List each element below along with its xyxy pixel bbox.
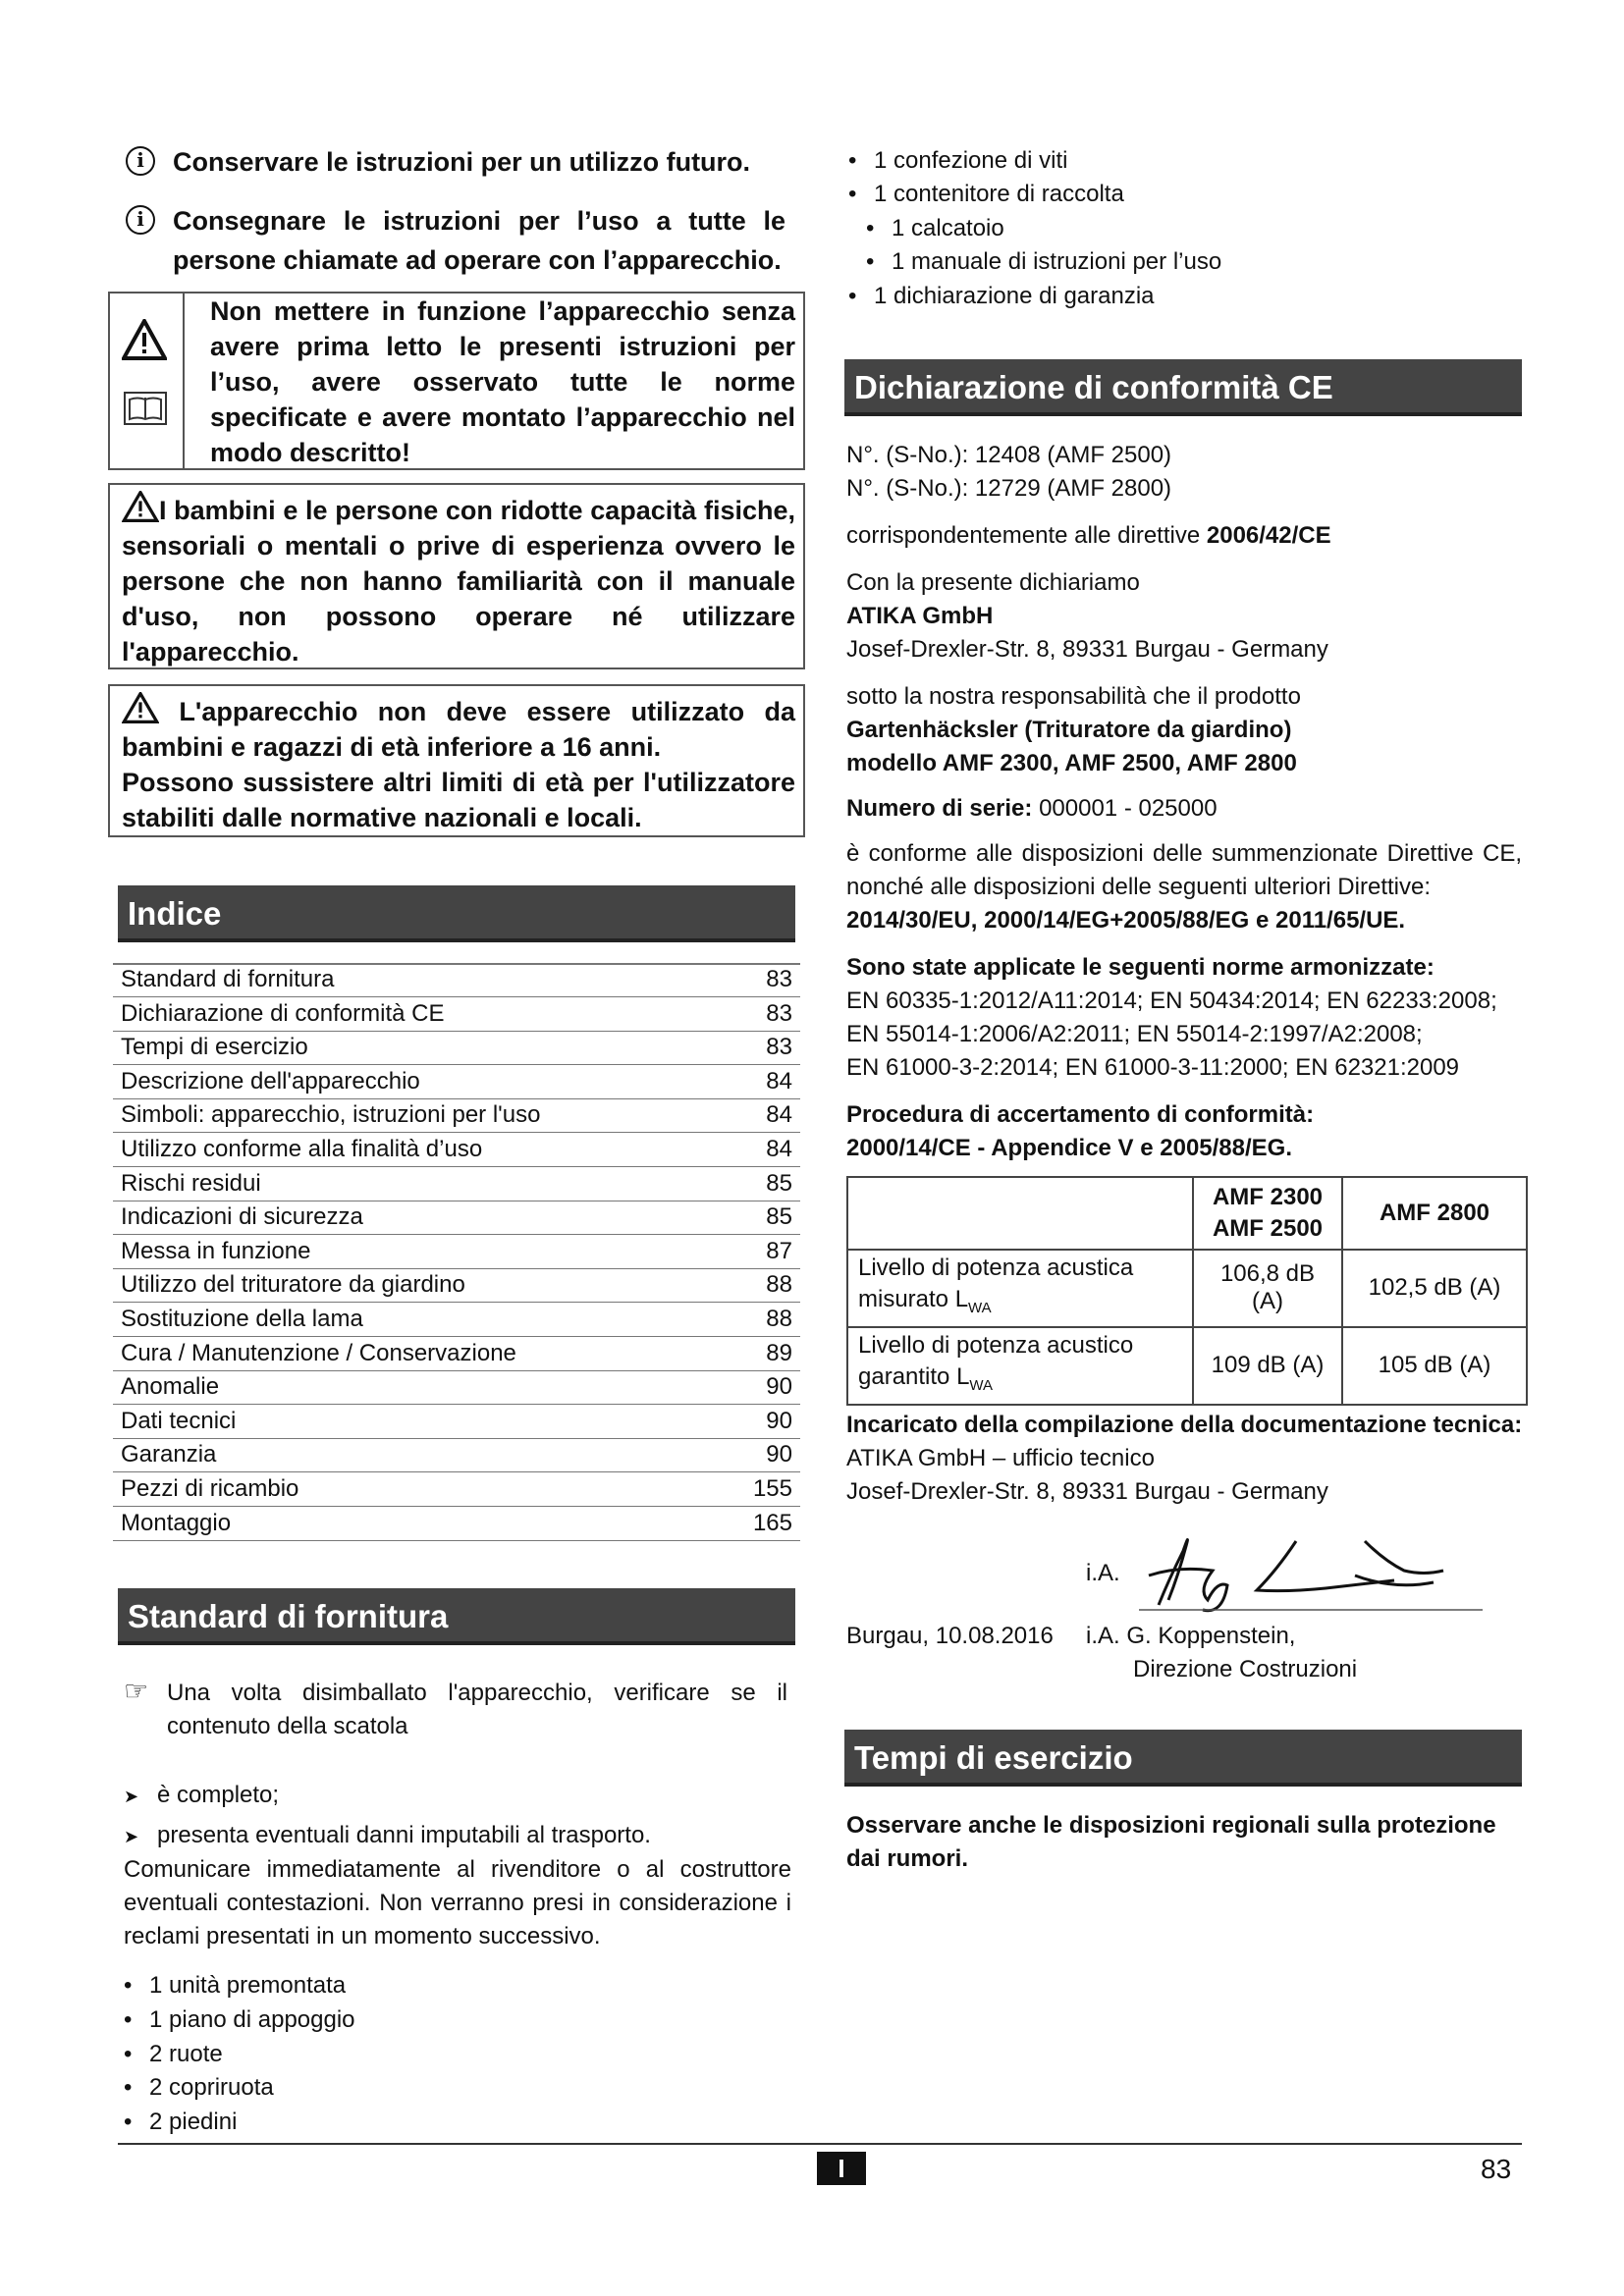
info-note-1 xyxy=(126,142,785,182)
list-item: ➤ presenta eventuali danni imputabili al trasporto. xyxy=(124,1822,651,1848)
toc-entry-label: Utilizzo del trituratore da giardino xyxy=(121,1271,465,1299)
toc-entry-label: Messa in funzione xyxy=(121,1237,311,1264)
toc-entry-page: 90 xyxy=(766,1373,792,1401)
list-item: • 1 confezione di viti xyxy=(874,144,1067,178)
toc-entry xyxy=(113,1098,800,1133)
toc-entry-page: 90 xyxy=(766,1407,792,1434)
section-heading-ce: Dichiarazione di conformità CE xyxy=(844,359,1522,416)
toc-entry xyxy=(113,1167,800,1201)
toc-entry-page: 84 xyxy=(766,1101,792,1129)
info-note-2 xyxy=(126,201,785,280)
page-number: 83 xyxy=(1481,2154,1512,2184)
list-item: • 1 piano di appoggio xyxy=(149,2003,355,2037)
toc-entry-page: 90 xyxy=(766,1441,792,1468)
supply-paragraph: Comunicare immediatamente al rivenditore o al costruttore eventuali contestazioni. Non verranno presi in considerazione i reclami presentati in un momento successivo. xyxy=(124,1856,791,1949)
list-item: • 2 ruote xyxy=(149,2038,223,2071)
toc-entry-page: 155 xyxy=(752,1475,792,1502)
check-list xyxy=(124,1779,791,1953)
toc-entry-label: Simboli: apparecchio, istruzioni per l'uso xyxy=(121,1101,541,1129)
toc-entry-page: 87 xyxy=(766,1237,792,1264)
toc-entry-page: 85 xyxy=(766,1203,792,1231)
toc-entry-label: Sostituzione della lama xyxy=(121,1306,363,1332)
toc-entry-page: 89 xyxy=(766,1339,792,1366)
toc-entry-page: 165 xyxy=(752,1509,792,1536)
info-icon: i xyxy=(126,205,155,235)
warning-box-age xyxy=(108,684,805,837)
toc-entry xyxy=(113,1405,800,1439)
toc-entry xyxy=(113,1201,800,1235)
info-icon: i xyxy=(126,146,155,176)
footer-rule xyxy=(118,2143,1522,2145)
toc-entry xyxy=(113,1235,800,1269)
warning-text: I bambini e le persone con ridotte capacità fisiche, sensoriali o mentali o prive di esperienza ovvero le persone che non hanno familiarità con il manuale d'uso, non possono operare né utilizzare l'apparecchio. xyxy=(122,491,795,669)
toc-entry-label: Montaggio xyxy=(121,1509,232,1536)
list-item: • 2 piedini xyxy=(149,2106,237,2139)
toc-entry-label: Pezzi di ricambio xyxy=(121,1475,299,1502)
toc-entry-page: 85 xyxy=(766,1169,792,1197)
tech-docs-contact: Incaricato della compilazione della documentazione tecnica: ATIKA GmbH – ufficio tecnico Josef-Drexler-Str. 8, 89331 Burgau - Germany xyxy=(846,1412,1523,1505)
toc-entry xyxy=(113,1303,800,1337)
toc-entry xyxy=(113,997,800,1032)
toc-entry-page: 84 xyxy=(766,1136,792,1162)
section-heading-index: Indice xyxy=(118,885,795,942)
toc-entry-label: Dichiarazione di conformità CE xyxy=(121,999,445,1027)
warning-text: L'apparecchio non deve essere utilizzato da bambini e ragazzi di età inferiore a 16 anni. Possono sussistere altri limiti di età per l'utilizzatore stabiliti dalle normative nazionali e locali. xyxy=(122,692,795,835)
warning-triangle-icon xyxy=(122,692,159,723)
signer-role: Direzione Costruzioni xyxy=(1133,1656,1358,1682)
toc-entry xyxy=(113,1133,800,1167)
toc-entry-label: Dati tecnici xyxy=(121,1407,237,1434)
ia-label: i.A. xyxy=(1086,1560,1120,1586)
toc-entry-label: Standard di fornitura xyxy=(121,966,335,992)
toc-entry-label: Descrizione dell'apparecchio xyxy=(121,1067,420,1095)
list-item: • 1 unità premontata xyxy=(149,1969,346,2002)
toc-entry-page: 83 xyxy=(766,1034,792,1061)
toc-entry xyxy=(113,1031,800,1065)
toc-entry xyxy=(113,1065,800,1099)
toc-entry-page: 88 xyxy=(766,1271,792,1299)
table-row: Livello di potenza acustico garantito $L_{WA}$ 109 dB (A) 105 dB (A) xyxy=(847,1327,1527,1405)
manual-book-icon xyxy=(124,392,167,430)
toc-entry-page: 84 xyxy=(766,1067,792,1095)
section-heading-supply: Standard di fornitura xyxy=(118,1588,795,1645)
warning-box-read-manual xyxy=(108,292,805,470)
list-item: • 2 copriruota xyxy=(149,2071,274,2105)
warning-triangle-icon xyxy=(122,491,159,522)
list-item: • 1 calcatoio xyxy=(892,212,1004,245)
toc-entry xyxy=(113,1370,800,1405)
toc-entry-label: Utilizzo conforme alla finalità d’uso xyxy=(121,1136,483,1162)
toc-entry xyxy=(113,963,800,997)
signer-name: i.A. G. Koppenstein, xyxy=(1086,1623,1296,1649)
toc-entry xyxy=(113,1268,800,1303)
table-row: Livello di potenza acustica misurato $L_{WA}$ 106,8 dB (A) 102,5 dB (A) xyxy=(847,1250,1527,1327)
language-badge: I xyxy=(817,2152,866,2185)
toc-entry-label: Rischi residui xyxy=(121,1169,261,1197)
toc-entry-page: 83 xyxy=(766,999,792,1027)
list-item: • 1 manuale di istruzioni per l’uso xyxy=(892,245,1221,279)
toc-entry-label: Garanzia xyxy=(121,1441,217,1468)
noise-level-table: AMF 2300 AMF 2500 AMF 2800 Livello di potenza acustica misurato $L_{WA}$ 106,8 dB (A) 102,5 dB (A) Livello di potenza acustico garantito $L_{WA}$ 109 dB (A) 105 dB (A) xyxy=(846,1176,1528,1406)
toc-entry xyxy=(113,1438,800,1472)
toc-entry-label: Indicazioni di sicurezza xyxy=(121,1203,363,1231)
list-item: ➤ è completo; xyxy=(124,1782,280,1808)
toc-entry-label: Anomalie xyxy=(121,1373,220,1401)
pointing-hand-icon: ☞ xyxy=(124,1676,149,1706)
toc-entry-label: Tempi di esercizio xyxy=(121,1034,308,1061)
signature xyxy=(1139,1522,1492,1620)
info-note-text: Conservare le istruzioni per un utilizzo futuro. xyxy=(173,147,751,177)
warning-triangle-icon xyxy=(122,319,167,365)
warning-text: Non mettere in funzione l’apparecchio senza avere prima letto le presenti istruzioni per l’uso, avere osservato tutte le norme specificate e avere montato l’apparecchio nel modo descritto! xyxy=(210,296,795,467)
list-item: • 1 dichiarazione di garanzia xyxy=(874,280,1155,313)
toc-entry-page: 88 xyxy=(766,1306,792,1332)
section-heading-times: Tempi di esercizio xyxy=(844,1730,1522,1787)
supply-note: ☞ Una volta disimballato l'apparecchio, verificare se il contenuto della scatola xyxy=(124,1676,787,1739)
toc-entry-label: Cura / Manutenzione / Conservazione xyxy=(121,1339,516,1366)
list-item: • 1 contenitore di raccolta xyxy=(874,178,1124,211)
toc-entry xyxy=(113,1507,800,1541)
place-date: Burgau, 10.08.2016 xyxy=(846,1623,1054,1649)
warning-box-children xyxy=(108,483,805,669)
info-note-text: Consegnare le istruzioni per l’uso a tutte le persone chiamate ad operare con l’apparecchio. xyxy=(173,206,785,275)
toc-entry xyxy=(113,1472,800,1507)
toc-entry xyxy=(113,1337,800,1371)
times-text: Osservare anche le disposizioni regionali sulla protezione dai rumori. xyxy=(846,1812,1496,1872)
toc-entry-page: 83 xyxy=(766,966,792,992)
ce-declaration: N°. (S-No.): 12408 (AMF 2500) N°. (S-No.): 12729 (AMF 2800) corrispondentemente alle direttive 2006/42/CE Con la presente dichiariamo ATIKA GmbH Josef-Drexler-Str. 8, 89331 Burgau - Germany sotto la nostra responsabilità che il prodotto Gartenhäcksler (Trituratore da giardino) modello AMF 2300, AMF 2500, AMF 2800 Numero di serie: 000001 - 025000 è conforme alle disposizioni delle summenzionate Direttive CE, nonché alle disposizioni delle seguenti ulteriori Direttive: 2014/30/EU, 2000/14/EG+2005/88/EG e 2011/65/UE. Sono state applicate le seguenti norme armonizzate: EN 60335-1:2012/A11:2014; EN 50434:2014; EN 62233:2008; EN 55014-1:2006/A2:2011; EN 55014-2:1997/A2:2008; EN 61000-3-2:2014; EN 61000-3-11:2000; EN 62321:2009 Procedura di accertamento di conformità: 2000/14/CE - Appendice V e 2005/88/EG. xyxy=(846,442,1522,1161)
